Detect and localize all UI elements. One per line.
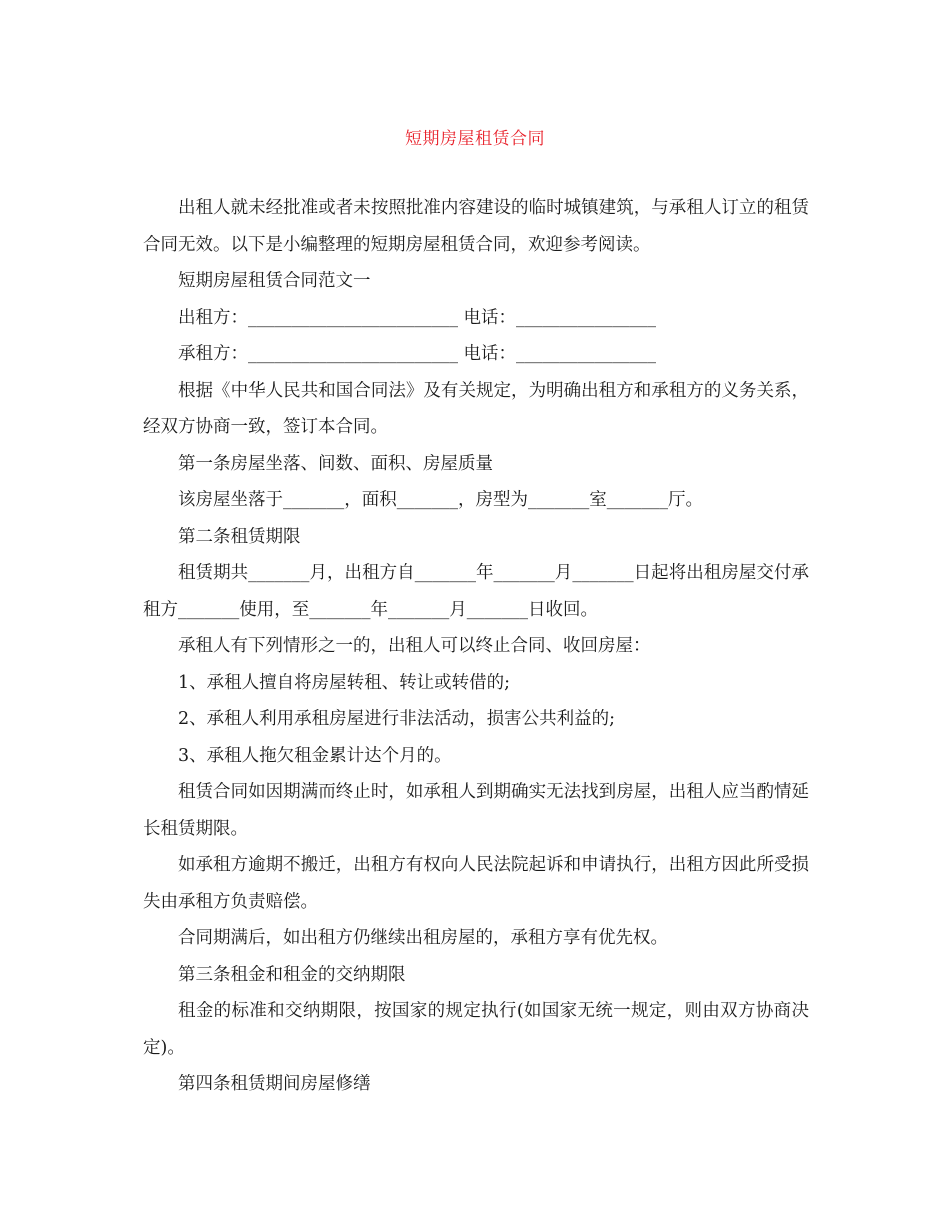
termination-item-2: 2、承租人利用承租房屋进行非法活动，损害公共利益的; [178, 709, 616, 729]
preamble-paragraph: 根据《中华人民共和国合同法》及有关规定，为明确出租方和承租方的义务关系，经双方协商一致，签订本合同。 [143, 380, 809, 437]
lessor-line: 出租方：________________________ 电话：________________ [178, 307, 657, 328]
article-2-text: 租赁期共_______月，出租方自_______年_______月_______日起将出租房屋交付承租方_______使用，至_______年_______月_______日收回。 [143, 563, 809, 620]
document-title: 短期房屋租赁合同 [405, 129, 545, 149]
priority-paragraph: 合同期满后，如出租方仍继续出租房屋的，承租方享有优先权。 [178, 928, 668, 948]
overstay-paragraph: 如承租方逾期不搬迁，出租方有权向人民法院起诉和申请执行，出租方因此所受损失由承租方负责赔偿。 [143, 855, 809, 912]
article-3-heading: 第三条租金和租金的交纳期限 [178, 964, 406, 985]
intro-paragraph: 出租人就未经批准或者未按照批准内容建设的临时城镇建筑，与承租人订立的租赁合同无效。以下是小编整理的短期房屋租赁合同，欢迎参考阅读。 [143, 198, 809, 255]
article-1-heading: 第一条房屋坐落、间数、面积、房屋质量 [178, 453, 493, 474]
termination-intro: 承租人有下列情形之一的，出租人可以终止合同、收回房屋： [178, 636, 651, 656]
article-1-text: 该房屋坐落于_______，面积_______，房型为_______室_______厅。 [178, 490, 703, 510]
article-4-heading: 第四条租赁期间房屋修缮 [178, 1074, 371, 1094]
lessee-line: 承租方：________________________ 电话：________________ [178, 344, 657, 364]
sample-heading: 短期房屋租赁合同范文一 [178, 271, 371, 291]
extension-paragraph: 租赁合同如因期满而终止时，如承租人到期确实无法找到房屋，出租人应当酌情延长租赁期限。 [143, 782, 809, 839]
termination-item-1: 1、承租人擅自将房屋转租、转让或转借的; [178, 672, 511, 693]
termination-item-3: 3、承租人拖欠租金累计达个月的。 [178, 745, 452, 766]
article-3-text: 租金的标准和交纳期限，按国家的规定执行(如国家无统一规定，则由双方协商决定)。 [143, 1001, 809, 1058]
article-2-heading: 第二条租赁期限 [178, 526, 301, 547]
document-body [143, 190, 809, 1103]
